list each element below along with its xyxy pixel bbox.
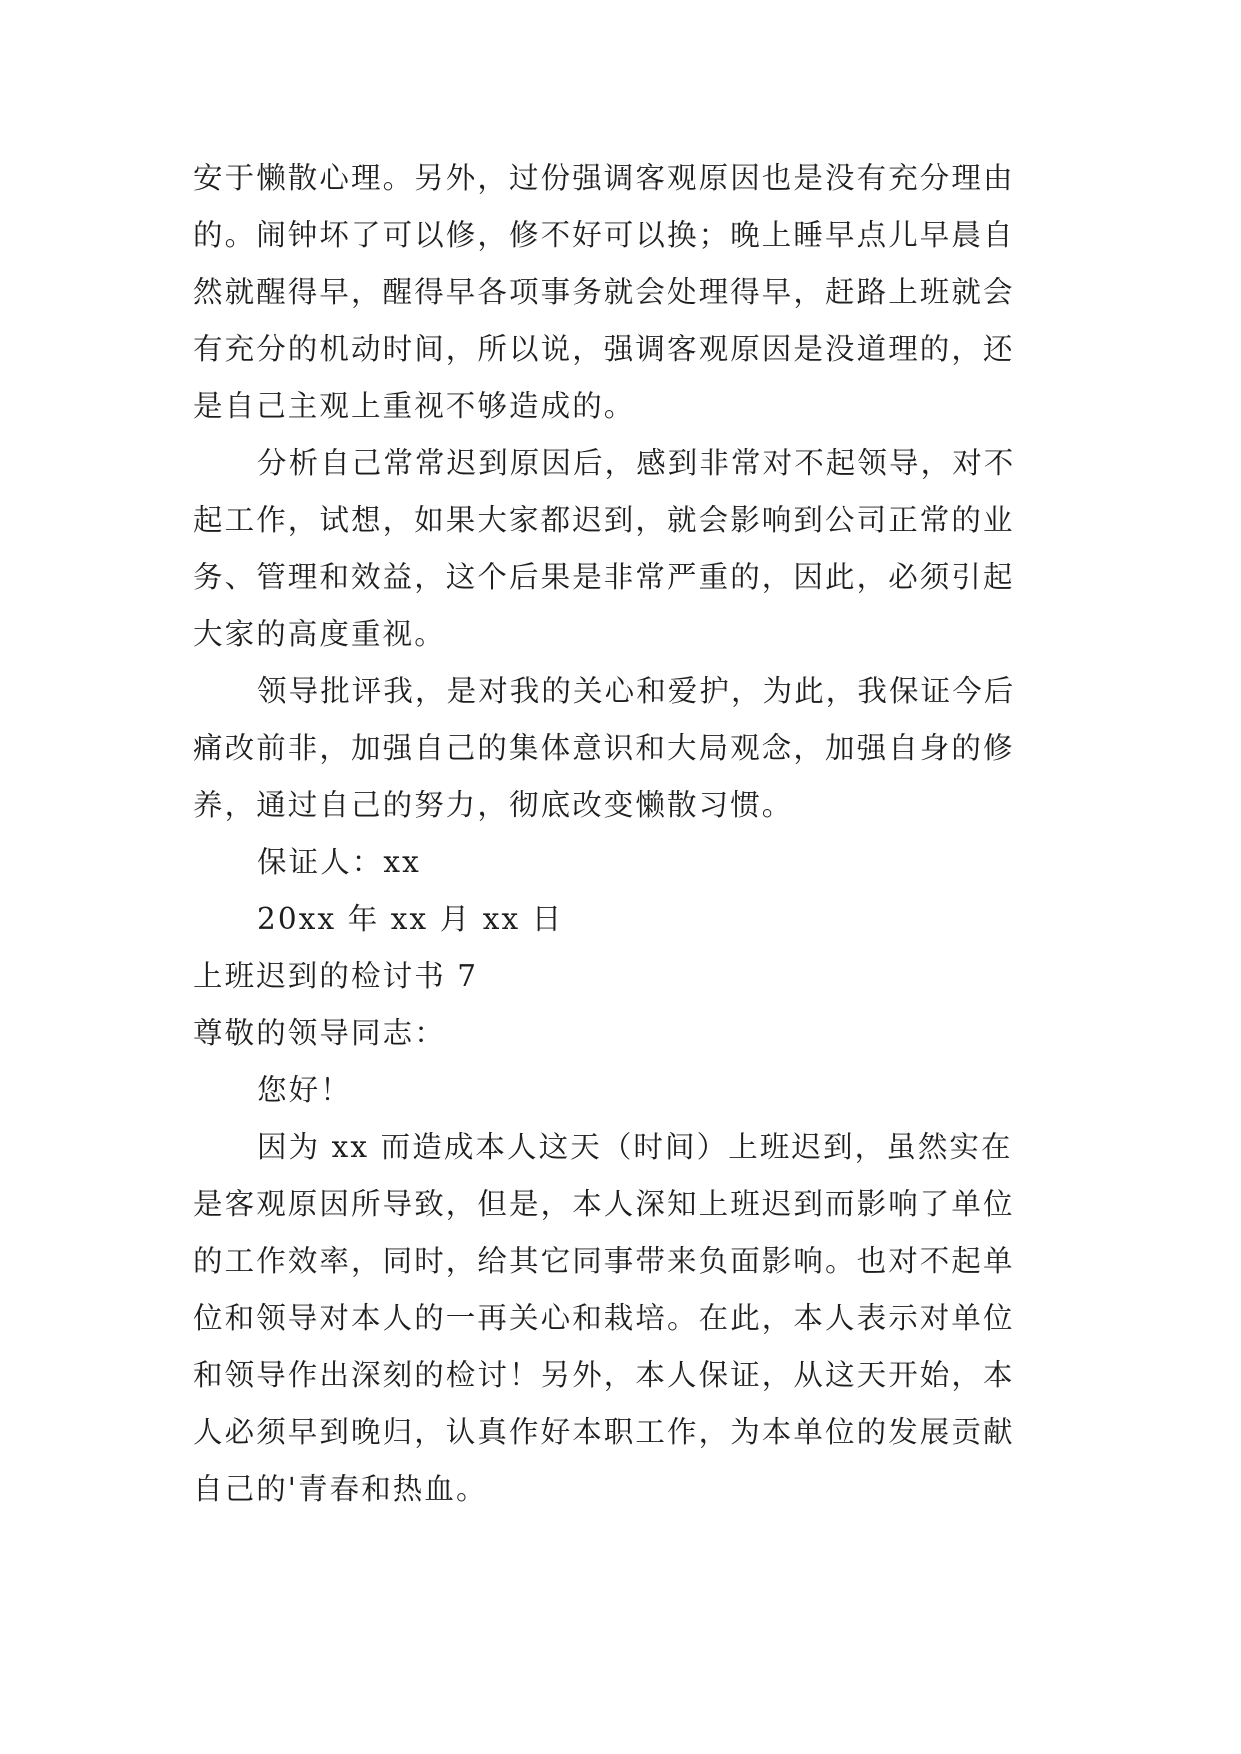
body-line: 大家的高度重视。	[193, 617, 446, 651]
body-line: 位和领导对本人的一再关心和栽培。在此，本人表示对单位	[193, 1301, 1015, 1335]
greeting: 您好！	[257, 1073, 352, 1107]
body-line: 是自己主观上重视不够造成的。	[193, 389, 636, 423]
guarantor-line: 保证人：xx	[257, 845, 421, 879]
salutation: 尊敬的领导同志：	[193, 1016, 446, 1050]
body-line: 安于懒散心理。另外，过份强调客观原因也是没有充分理由	[193, 161, 1015, 195]
body-line: 和领导作出深刻的检讨！另外，本人保证，从这天开始，本	[193, 1358, 1015, 1392]
section-title: 上班迟到的检讨书 7	[193, 959, 479, 993]
body-line: 自己的'青春和热血。	[193, 1472, 488, 1506]
body-line: 的。闹钟坏了可以修，修不好可以换；晚上睡早点儿早晨自	[193, 218, 1015, 252]
body-line: 的工作效率，同时，给其它同事带来负面影响。也对不起单	[193, 1244, 1015, 1278]
paragraph-start-line: 因为 xx 而造成本人这天（时间）上班迟到，虽然实在	[257, 1130, 1013, 1164]
paragraph-start-line: 分析自己常常迟到原因后，感到非常对不起领导，对不	[257, 446, 1016, 480]
body-line: 有充分的机动时间，所以说，强调客观原因是没道理的，还	[193, 332, 1015, 366]
body-line: 是客观原因所导致，但是，本人深知上班迟到而影响了单位	[193, 1187, 1015, 1221]
body-line: 痛改前非，加强自己的集体意识和大局观念，加强自身的修	[193, 731, 1015, 765]
body-line: 起工作，试想，如果大家都迟到，就会影响到公司正常的业	[193, 503, 1015, 537]
body-line: 人必须早到晚归，认真作好本职工作，为本单位的发展贡献	[193, 1415, 1015, 1449]
paragraph-start-line: 领导批评我，是对我的关心和爱护，为此，我保证今后	[257, 674, 1016, 708]
body-line: 养，通过自己的努力，彻底改变懒散习惯。	[193, 788, 794, 822]
body-line: 务、管理和效益，这个后果是非常严重的，因此，必须引起	[193, 560, 1015, 594]
body-line: 然就醒得早，醒得早各项事务就会处理得早，赶路上班就会	[193, 275, 1015, 309]
date-line: 20xx 年 xx 月 xx 日	[257, 902, 564, 936]
